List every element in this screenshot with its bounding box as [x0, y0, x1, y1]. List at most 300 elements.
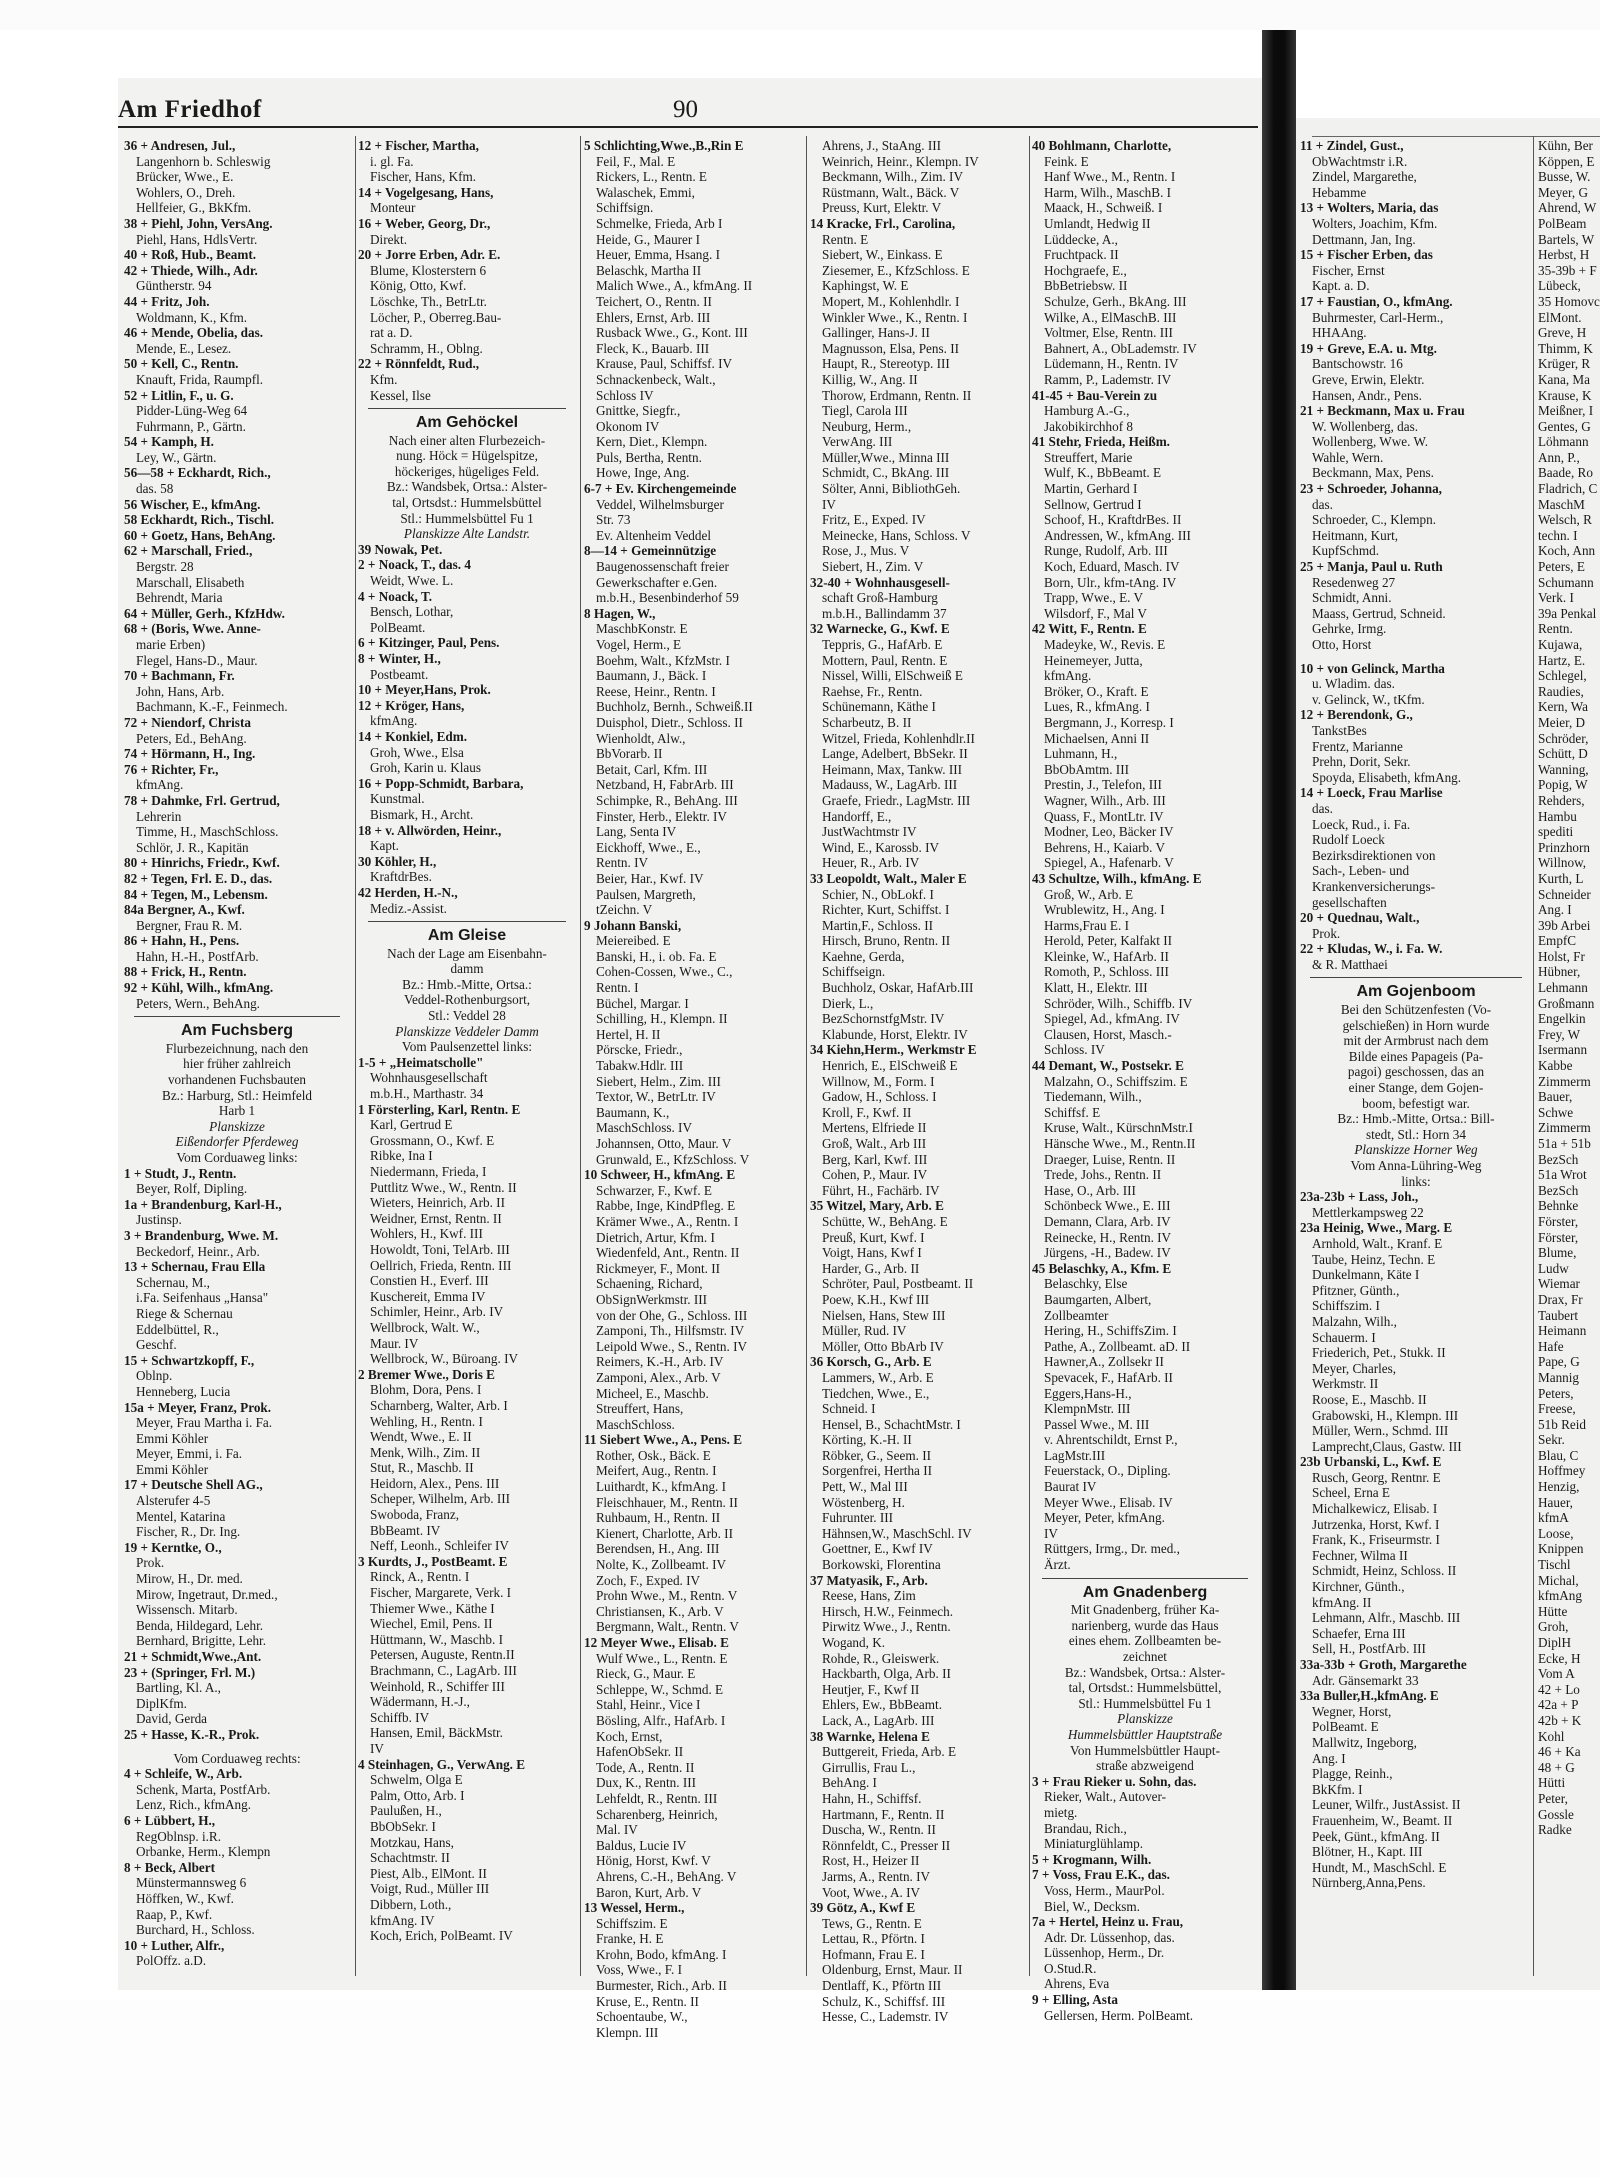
entry-line: Martin,F., Schloss. II	[822, 917, 934, 933]
entry-line: Schiffszim. E	[596, 1915, 668, 1931]
entry-line: Heide, G., Maurer I	[596, 231, 700, 247]
section-note: straße abzweigend	[1096, 1758, 1194, 1774]
entry-line: Michalkewicz, Elisab. I	[1312, 1501, 1438, 1517]
entry-line: Buchholz, Bernh., Schweiß.II	[596, 699, 753, 715]
entry-line: Groß, Walt., Arb III	[822, 1136, 927, 1151]
section-note: Harb 1	[218, 1103, 256, 1119]
entry-line: i. gl. Fa.	[370, 153, 414, 169]
entry-line: Teppris, G., HafArb. E	[822, 637, 943, 652]
entry-line: 16 + Weber, Georg, Dr.,	[358, 215, 491, 231]
entry-line: Harms,Frau E. I	[1044, 917, 1129, 933]
column-divider	[1533, 136, 1534, 1976]
entry-line: Wollenberg, Wwe. W.	[1312, 434, 1429, 450]
entry-line: Hirsch, H.W., Feinmech.	[822, 1603, 953, 1619]
entry-line: Benda, Hildegard, Lehr.	[136, 1617, 264, 1633]
entry-line: 14 + Vogelgesang, Hans,	[358, 184, 494, 200]
entry-line: Heutjer, F., Kwf II	[822, 1681, 920, 1697]
cropped-entry-fragment: Holst, Fr	[1538, 948, 1585, 964]
entry-line: 3 + Frau Rieker u. Sohn, das.	[1032, 1773, 1197, 1789]
entry-line: Wahle, Wern.	[1312, 449, 1384, 465]
section-heading: Am Gnadenberg	[1082, 1583, 1208, 1601]
entry-line: Prok.	[1312, 925, 1341, 941]
entry-line: Feuerstack, O., Dipling.	[1044, 1463, 1171, 1479]
entry-line: Nissel, Willi, ElSchweiß E	[822, 668, 963, 684]
cropped-entry-fragment: Kabbe	[1538, 1058, 1573, 1074]
entry-line: Rusback Wwe., G., Kont. III	[596, 325, 748, 341]
entry-line: Fleischhauer, M., Rentn. II	[596, 1494, 738, 1510]
entry-line: Fischer, Ernst	[1312, 262, 1385, 278]
entry-line: das.	[1312, 496, 1333, 512]
entry-line: Marschall, Elisabeth	[136, 574, 245, 590]
section-note: Bz.: Hmb.-Mitte, Ortsa.:	[402, 976, 532, 992]
entry-line: Grabowski, H., Klempn. III	[1312, 1407, 1459, 1423]
entry-line: Schwelm, Olga E	[370, 1772, 463, 1788]
entry-line: MaschSchloss. IV	[596, 1120, 692, 1136]
cropped-entry-fragment: Meißner, I	[1538, 403, 1594, 419]
cropped-entry-fragment: Bartels, W	[1538, 231, 1595, 247]
entry-line: Lang, Senta IV	[596, 824, 677, 840]
cropped-entry-fragment: Michal,	[1538, 1572, 1579, 1588]
cropped-entry-fragment: Prinzhorn	[1538, 839, 1591, 855]
directory-column-5	[1032, 138, 1258, 2023]
entry-line: Wilke, A., ElMaschB. III	[1044, 309, 1177, 325]
entry-line: Brachmann, C., LagArb. III	[370, 1663, 517, 1678]
entry-line: Schiffsf. E	[1044, 1104, 1101, 1120]
entry-line: kfmAng.	[136, 777, 184, 793]
entry-line: BehAng. I	[822, 1775, 877, 1791]
entry-line: Piehl, Hans, HdlsVertr.	[136, 231, 258, 247]
entry-line: 38 Warnke, Helena E	[810, 1728, 930, 1744]
cropped-entry-fragment: Rentn.	[1538, 621, 1573, 637]
entry-line: Monteur	[370, 200, 416, 216]
entry-line: Fischer, Hans, Kfm.	[370, 169, 477, 185]
entry-line: Emmi Köhler	[136, 1430, 209, 1446]
entry-line: BbObSekr. I	[370, 1818, 436, 1834]
section-note: Stl.: Hummelsbüttel Fu 1	[400, 510, 534, 526]
cropped-entry-fragment: kfmAng	[1538, 1588, 1582, 1604]
entry-line: 5 Schlichting,Wwe.,B.,Rin E	[584, 138, 744, 153]
entry-line: Hering, H., SchiffsZim. I	[1044, 1323, 1177, 1339]
cropped-entry-fragment: Ahrend, W	[1538, 200, 1597, 216]
entry-line: 10 + Luther, Alfr.,	[124, 1937, 225, 1953]
entry-line: Heuer, R., Arb. IV	[822, 855, 920, 871]
entry-line: 1-5 + „Heimatscholle"	[358, 1054, 484, 1070]
entry-line: Pfitzner, Günth.,	[1312, 1282, 1400, 1298]
entry-line: IV	[822, 496, 836, 512]
cropped-entry-fragment: Hartz, E.	[1538, 652, 1586, 668]
entry-line: Mirow, H., Dr. med.	[136, 1571, 243, 1587]
entry-line: Howoldt, Toni, TelArb. III	[370, 1241, 510, 1257]
entry-line: Schulz, K., Schiffsf. III	[822, 1993, 946, 2009]
cropped-entry-fragment: Köppen, E	[1538, 153, 1595, 169]
cropped-entry-fragment: Meyer, G	[1538, 184, 1589, 200]
entry-line: Trapp, Wwe., E. V	[1044, 590, 1144, 606]
cropped-entry-fragment: Heimann	[1538, 1323, 1587, 1339]
section-note: Vom Corduaweg links:	[176, 1150, 298, 1165]
entry-line: 2 + Noack, T., das. 4	[358, 557, 471, 573]
directory-column-2	[358, 138, 576, 1968]
entry-line: 14 + Loeck, Frau Marlise	[1300, 785, 1443, 801]
section-rule	[368, 408, 566, 409]
spacer	[1300, 653, 1532, 661]
entry-line: John, Hans, Arb.	[136, 683, 225, 699]
entry-line: Schroeder, C., Klempn.	[1312, 512, 1436, 528]
section-note: Vom Corduaweg rechts:	[173, 1750, 301, 1766]
entry-line: Reese, Hans, Zim	[822, 1588, 916, 1604]
entry-line: Hahn, H.-H., PostfArb.	[136, 948, 259, 964]
entry-line: Bartling, Kl. A.,	[136, 1680, 221, 1696]
entry-line: Jutrzenka, Horst, Kwf. I	[1312, 1516, 1440, 1532]
entry-line: Tabakw.Hdlr. III	[596, 1058, 684, 1074]
entry-line: Behrendt, Maria	[136, 590, 223, 606]
entry-line: Feil, F., Mal. E	[596, 153, 676, 169]
entry-line: Lehmann, Alfr., Maschb. III	[1312, 1610, 1461, 1626]
cropped-entry-fragment: Fladrich, C	[1538, 481, 1598, 497]
section-note: Vom Anna-Lühring-Weg	[1350, 1158, 1482, 1173]
entry-line: 8 + Beck, Albert	[124, 1859, 216, 1875]
section-note: tal, Ortsdst.: Hummelsbüttel	[392, 495, 542, 511]
plan-sketch-note: Planskizze Horner Weg	[1354, 1142, 1478, 1158]
entry-line: 11 + Zindel, Gust.,	[1300, 138, 1404, 153]
cropped-entry-fragment: Zimmerm	[1538, 1120, 1591, 1136]
entry-line: Kessel, Ilse	[370, 387, 431, 403]
entry-line: Puls, Bertha, Rentn.	[596, 449, 702, 465]
section-note: Nach der Lage am Eisenbahn-	[387, 945, 547, 961]
entry-line: Koch, Ernst,	[596, 1728, 663, 1744]
entry-line: Dunkelmann, Käte I	[1312, 1267, 1420, 1283]
entry-line: IV	[1044, 1525, 1058, 1541]
entry-line: Plagge, Reinh.,	[1312, 1766, 1393, 1782]
entry-line: Röbker, G., Seem. II	[822, 1447, 931, 1463]
plan-sketch-note: Hummelsbüttler Hauptstraße	[1067, 1726, 1223, 1742]
entry-line: schaft Groß-Hamburg	[822, 590, 938, 606]
entry-line: Demann, Clara, Arb. IV	[1044, 1213, 1171, 1229]
entry-line: Boehm, Walt., KfzMstr. I	[596, 652, 730, 668]
entry-line: 36 + Andresen, Jul.,	[124, 138, 236, 153]
entry-line: Schlör, J. R., Kapitän	[136, 839, 249, 855]
section-note: Vom Paulsenzettel links:	[401, 1039, 533, 1055]
entry-line: Oldenburg, Ernst, Maur. II	[822, 1962, 963, 1978]
entry-line: Baumgarten, Albert,	[1044, 1291, 1152, 1307]
entry-line: Sölter, Anni, BibliothGeh.	[822, 481, 961, 497]
entry-line: 23 + (Springer, Frl. M.)	[124, 1664, 256, 1680]
entry-line: Lüssenhop, Herm., Dr.	[1044, 1945, 1165, 1961]
entry-line: gesellschaften	[1312, 894, 1387, 910]
entry-line: Netzband, H, FabrArb. III	[596, 777, 734, 793]
entry-line: Belaschk, Martha II	[596, 262, 702, 278]
entry-line: v. Ahrentschildt, Ernst P.,	[1044, 1432, 1178, 1448]
entry-line: Kienert, Charlotte, Arb. II	[596, 1525, 733, 1541]
entry-line: Vogel, Herm., E	[596, 637, 682, 652]
entry-line: Fritz, E., Exped. IV	[822, 512, 926, 528]
entry-line: PolBeamt. E	[1312, 1719, 1379, 1735]
entry-line: Poew, K.H., Kwf III	[822, 1291, 930, 1307]
entry-line: Leipold Wwe., S., Rentn. IV	[596, 1338, 748, 1354]
entry-line: Frank, K., Friseurmstr. I	[1312, 1532, 1440, 1548]
entry-line: 8 Hagen, W.,	[584, 605, 656, 621]
entry-line: Lüddecke, A.,	[1044, 231, 1118, 247]
entry-line: 12 + Kröger, Hans,	[358, 697, 465, 713]
entry-line: Richter, Kurt, Schiffst. I	[822, 902, 950, 918]
entry-line: Scheel, Erna E	[1312, 1485, 1390, 1501]
entry-line: Schloss IV	[596, 387, 654, 403]
entry-line: Spiegel, A., Hafenarb. V	[1044, 855, 1174, 871]
entry-line: 22 + Rönnfeldt, Rud.,	[358, 356, 480, 372]
entry-line: 42 + Thiede, Wilh., Adr.	[124, 262, 258, 278]
entry-line: 16 + Popp-Schmidt, Barbara,	[358, 775, 524, 791]
entry-line: Mirow, Ingetraut, Dr.med.,	[136, 1586, 278, 1602]
entry-line: 14 Kracke, Frl., Carolina,	[810, 215, 956, 231]
section-note: Bz.: Harburg, Stl.: Heimfeld	[162, 1087, 312, 1103]
entry-line: Beckmann, Wilh., Zim. IV	[822, 169, 963, 185]
entry-line: Witzel, Frieda, Kohlenhdlr.II	[822, 730, 975, 746]
entry-line: Schwarzer, F., Kwf. E	[596, 1182, 712, 1198]
entry-line: Hansen, Emil, BäckMstr.	[370, 1725, 503, 1741]
entry-line: 46 + Mende, Obelia, das.	[124, 325, 264, 341]
entry-line: Biel, W., Decksm.	[1044, 1898, 1140, 1914]
entry-line: 39 Götz, A., Kwf E	[810, 1900, 916, 1916]
entry-line: Mallwitz, Ingeborg,	[1312, 1734, 1417, 1750]
cropped-entry-fragment: Freese,	[1538, 1401, 1576, 1417]
entry-line: Resedenweg 27	[1312, 574, 1396, 590]
entry-line: KupfSchmd.	[1312, 543, 1380, 559]
cropped-entry-fragment: Schütt, D	[1538, 746, 1588, 762]
entry-line: Preuß, Kurt, Kwf. I	[822, 1229, 925, 1245]
entry-line: Dibbern, Loth.,	[370, 1896, 452, 1912]
entry-line: Malzahn, Wilh.,	[1312, 1313, 1397, 1329]
cropped-entry-fragment: 39b Arbei	[1538, 917, 1591, 933]
entry-line: u. Wladim. das.	[1312, 676, 1395, 692]
entry-line: 2 Bremer Wwe., Doris E	[358, 1366, 495, 1382]
entry-line: Bantschowstr. 16	[1312, 356, 1403, 372]
entry-line: Lettau, R., Pförtn. I	[822, 1931, 925, 1947]
entry-line: Wolters, Joachim, Kfm.	[1312, 215, 1438, 231]
spacer	[124, 1743, 350, 1751]
entry-line: Brandau, Rich.,	[1044, 1820, 1127, 1836]
entry-line: Weinhold, R., Schiffer III	[370, 1678, 505, 1694]
entry-line: Hüttmann, W., Maschb. I	[370, 1631, 503, 1647]
entry-line: Groh, Karin u. Klaus	[370, 760, 481, 776]
cropped-entry-fragment: 42 + Lo	[1538, 1681, 1580, 1697]
section-note: Mit Gnadenberg, früher Ka-	[1070, 1602, 1220, 1618]
entry-line: Stahl, Heinr., Vice I	[596, 1697, 701, 1713]
entry-line: Dierk, L.,	[822, 995, 874, 1011]
entry-line: Schröter, Paul, Postbeamt. II	[822, 1276, 974, 1292]
entry-line: VerwAng. III	[822, 434, 893, 450]
entry-line: Reese, Heinr., Rentn. I	[596, 683, 716, 699]
entry-line: 15 + Schwartzkopff, F.,	[124, 1352, 255, 1368]
entry-line: Rusch, Georg, Rentnr. E	[1312, 1469, 1441, 1485]
entry-line: Schröder, Wilh., Schiffb. IV	[1044, 995, 1193, 1011]
entry-line: Kruse, E., Rentn. II	[596, 1993, 699, 2009]
entry-line: BbBetriebsw. II	[1044, 278, 1128, 294]
cropped-entry-fragment: Taubert	[1538, 1307, 1579, 1323]
entry-line: Schoentaube, W.,	[596, 2009, 688, 2025]
entry-line: Wellbrock, Walt. W.,	[370, 1319, 480, 1335]
cropped-entry-fragment: Kern, Wa	[1538, 699, 1588, 715]
entry-line: Wiechel, Emil, Pens. II	[370, 1616, 493, 1632]
entry-line: 74 + Hörmann, H., Ing.	[124, 746, 256, 762]
cropped-entry-fragment: 46 + Ka	[1538, 1744, 1581, 1760]
cropped-entry-fragment: Kohl	[1538, 1728, 1565, 1744]
entry-line: Zamponi, Th., Hilfsmstr. IV	[596, 1323, 745, 1339]
entry-line: Friederich, Pet., Stukk. II	[1312, 1345, 1446, 1361]
entry-line: Kleinke, W., HafArb. II	[1044, 948, 1169, 964]
entry-line: 15a + Meyer, Franz, Prok.	[124, 1399, 272, 1415]
entry-line: Emmi Köhler	[136, 1461, 209, 1477]
directory-column-1	[124, 138, 350, 1968]
entry-line: 37 Matyasik, F., Arb.	[810, 1572, 928, 1588]
entry-line: Hartmann, F., Rentn. II	[822, 1806, 945, 1822]
cropped-entry-fragment: Schlegel,	[1538, 668, 1587, 684]
entry-line: Bergstr. 28	[136, 559, 194, 575]
entry-line: das. 58	[136, 481, 174, 497]
cropped-entry-fragment: Popig, W	[1538, 777, 1588, 793]
entry-line: Baumann, J., Bäck. I	[596, 668, 707, 684]
cropped-entry-fragment: Groh,	[1538, 1619, 1569, 1635]
entry-line: Dettmann, Jan, Ing.	[1312, 231, 1416, 247]
entry-line: 6 + Kitzinger, Paul, Pens.	[358, 635, 500, 651]
entry-line: Hähnsen,W., MaschSchl. IV	[822, 1525, 972, 1541]
entry-line: Micheel, E., Maschb.	[596, 1385, 709, 1401]
cropped-entry-fragment: Kujawa,	[1538, 637, 1583, 652]
entry-line: Schmelke, Frieda, Arb I	[596, 215, 723, 231]
entry-line: 50 + Kell, C., Rentn.	[124, 356, 239, 372]
entry-line: Prohn Wwe., M., Rentn. V	[596, 1588, 738, 1604]
entry-line: 11 Siebert Wwe., A., Pens. E	[584, 1432, 743, 1448]
entry-line: ObWachtmstr i.R.	[1312, 153, 1408, 169]
entry-line: Schütte, W., BehAng. E	[822, 1213, 948, 1229]
entry-line: Tiegl, Carola III	[822, 403, 908, 419]
entry-line: Voigt, Rud., Müller III	[370, 1881, 490, 1897]
entry-line: Hundt, M., MaschSchl. E	[1312, 1859, 1447, 1875]
entry-line: Baron, Kurt, Arb. V	[596, 1884, 702, 1900]
entry-line: Körting, K.-H. II	[822, 1432, 912, 1448]
entry-line: Scharbeutz, B. II	[822, 714, 912, 730]
entry-line: Ahrens, C.-H., BehAng. V	[596, 1868, 737, 1884]
entry-line: 44 + Fritz, Joh.	[124, 293, 210, 309]
entry-line: Herold, Peter, Kalfakt II	[1044, 933, 1172, 949]
cropped-entry-fragment: Ludw	[1538, 1260, 1569, 1276]
running-head	[118, 96, 1258, 124]
entry-line: 19 + Greve, E.A. u. Mtg.	[1300, 340, 1437, 356]
entry-line: Hesse, C., Lademstr. IV	[822, 2009, 949, 2025]
entry-line: Peters, Wern., BehAng.	[136, 995, 260, 1011]
entry-line: Koch, Eduard, Masch. IV	[1044, 559, 1180, 575]
entry-line: 80 + Hinrichs, Friedr., Kwf.	[124, 855, 280, 871]
cropped-entry-fragment: spediti	[1538, 824, 1574, 840]
entry-line: Kapt.	[370, 838, 399, 854]
cropped-entry-fragment: Wanning,	[1538, 761, 1589, 777]
entry-line: Meyer, Peter, kfmAng.	[1044, 1510, 1165, 1526]
entry-line: 92 + Kühl, Wilh., kfmAng.	[124, 980, 274, 996]
entry-line: 58 Eckhardt, Rich., Tischl.	[124, 512, 275, 528]
entry-line: Pidder-Lüng-Weg 64	[136, 403, 248, 419]
entry-line: Ev. Altenheim Veddel	[596, 527, 712, 543]
entry-line: Schimler, Heinr., Arb. IV	[370, 1304, 504, 1320]
entry-line: Höffken, W., Kwf.	[136, 1890, 234, 1906]
entry-line: Grossmann, O., Kwf. E	[370, 1132, 495, 1148]
cropped-entry-fragment: Rehders,	[1538, 792, 1585, 808]
entry-line: Hanf Wwe., M., Rentn. I	[1044, 169, 1176, 185]
entry-line: LagMstr.III	[1044, 1447, 1106, 1463]
entry-line: Borkowski, Florentina	[822, 1557, 941, 1573]
far-right-fragment-column	[1538, 138, 1600, 1968]
entry-line: Weidt, Wwe. L.	[370, 573, 454, 589]
entry-line: Burmester, Rich., Arb. II	[596, 1978, 727, 1994]
entry-line: Paulußen, H.,	[370, 1803, 442, 1819]
entry-line: Wulf Wwe., L., Rentn. E	[596, 1650, 728, 1666]
entry-line: 45 Belaschky, A., Kfm. E	[1032, 1260, 1172, 1276]
entry-line: 35 Witzel, Mary, Arb. E	[810, 1198, 944, 1214]
entry-line: Streuffert, Hans,	[596, 1401, 684, 1417]
entry-line: Blohm, Dora, Pens. I	[370, 1382, 482, 1398]
entry-line: Rinck, A., Rentn. I	[370, 1569, 470, 1585]
cropped-entry-fragment: Ann, P.,	[1538, 449, 1580, 465]
entry-line: 8—14 + Gemeinnützige	[584, 543, 717, 559]
entry-line: Rüstmann, Walt., Bäck. V	[822, 184, 960, 200]
entry-line: Miniaturglühlamp.	[1044, 1836, 1144, 1852]
entry-line: 1a + Brandenburg, Karl-H.,	[124, 1196, 282, 1212]
entry-line: Runge, Rudolf, Arb. III	[1044, 543, 1168, 559]
cropped-entry-fragment: 42b + K	[1538, 1712, 1582, 1728]
cropped-entry-fragment: Kana, Ma	[1538, 371, 1590, 387]
entry-line: TankstBes	[1312, 722, 1367, 738]
entry-line: Timme, H., MaschSchloss.	[136, 824, 279, 840]
entry-line: Girrullis, Frau L.,	[822, 1759, 916, 1775]
entry-line: Groß, W., Arb. E	[1044, 886, 1134, 902]
entry-line: Dentlaff, K., Pförtn III	[822, 1978, 942, 1994]
entry-line: 20 + Jorre Erben, Adr. E.	[358, 247, 501, 263]
entry-line: 36 Korsch, G., Arb. E	[810, 1354, 932, 1370]
entry-line: Christiansen, K., Arb. V	[596, 1603, 724, 1619]
entry-line: Reinecke, H., Rentn. IV	[1044, 1229, 1172, 1245]
entry-line: Heuer, Emma, Hsang. I	[596, 247, 720, 263]
entry-line: Haupt, R., Stereotyp. III	[822, 356, 950, 372]
entry-line: O.Stud.R.	[1044, 1960, 1097, 1976]
entry-line: Wohnhausgesellschaft	[370, 1070, 488, 1086]
section-rule	[368, 921, 566, 922]
entry-line: 10 + von Gelinck, Martha	[1300, 660, 1445, 676]
cropped-entry-fragment: Krüger, R	[1538, 356, 1591, 372]
entry-line: 68 + (Boris, Wwe. Anne-	[124, 621, 261, 637]
entry-line: Reimers, K.-H., Arb. IV	[596, 1354, 724, 1370]
entry-line: Madeyke, W., Revis. E	[1044, 637, 1166, 652]
entry-line: i.Fa. Seifenhaus „Hansa"	[136, 1290, 269, 1306]
cropped-entry-fragment: Wiemar	[1538, 1276, 1580, 1292]
entry-line: Baumann, K.,	[596, 1104, 670, 1120]
entry-line: Buhrmester, Carl-Herm.,	[1312, 309, 1444, 325]
entry-line: Geschf.	[136, 1337, 177, 1353]
section-note: narienberg, wurde das Haus	[1071, 1617, 1219, 1633]
cropped-entry-fragment: Kühn, Ber	[1538, 138, 1593, 153]
section-note: höckeriges, hügeliges Feld.	[394, 463, 540, 479]
entry-line: Hahn, H., Schiffsf.	[822, 1790, 922, 1806]
entry-line: Bachmann, K.-F., Feinmech.	[136, 699, 288, 715]
entry-line: Löschke, Th., BetrLtr.	[370, 293, 487, 309]
entry-line: Madauss, W., LagArb. III	[822, 777, 958, 793]
entry-line: Schulze, Gerh., BkAng. III	[1044, 293, 1187, 309]
entry-line: 72 + Niendorf, Christa	[124, 714, 251, 730]
cropped-entry-fragment: Förster,	[1538, 1213, 1579, 1229]
section-note: tal, Ortsdst.: Hummelsbüttel,	[1068, 1680, 1222, 1696]
entry-line: Nolte, K., Zollbeamt. IV	[596, 1557, 727, 1573]
entry-line: Gehrke, Irmg.	[1312, 621, 1387, 637]
entry-line: Schiffsign.	[596, 200, 654, 216]
entry-line: Walaschek, Emmi,	[596, 184, 695, 200]
entry-line: Ahrens, J., StaAng. III	[822, 138, 942, 153]
section-note: Nach einer alten Flurbezeich-	[388, 432, 546, 448]
